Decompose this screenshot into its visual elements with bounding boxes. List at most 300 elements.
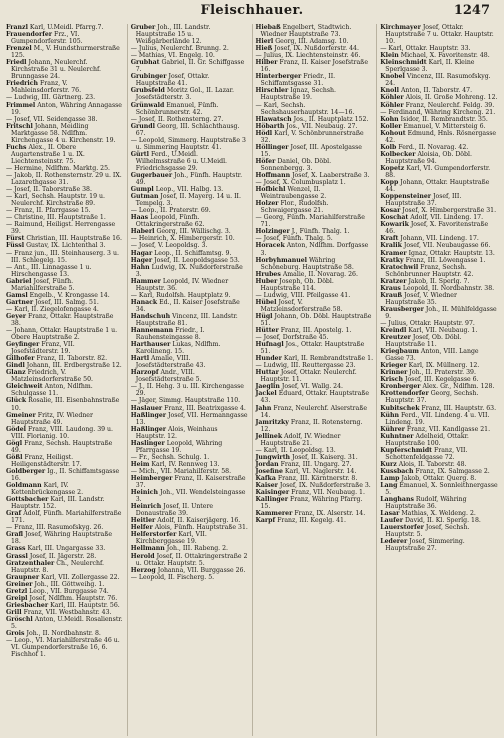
directory-entry — [6, 123, 124, 144]
entry-details: Josef, II. Ottakringerstraße 2 u. Ottakr. Hauptstr. 5. — [135, 552, 248, 567]
directory-entry — [256, 475, 374, 482]
entry-details: Franz, VII. Kandlgasse 21. — [406, 425, 491, 433]
directory-entry — [6, 553, 124, 560]
directory-entry — [256, 186, 374, 200]
directory-entry — [380, 334, 498, 348]
entry-details: Frz., VI. Gumpendorferstr. 105. — [11, 31, 83, 46]
entry-details: Mich., VII. Mariahilferstr. 58. — [138, 467, 232, 475]
entry-separator: — — [255, 214, 264, 222]
entry-surname: Kallinger — [255, 496, 288, 504]
entry-surname: Fuchs — [6, 143, 27, 151]
entry-surname: Haßlinger — [130, 425, 167, 433]
entry-surname: Kralik — [380, 242, 402, 250]
directory-entry — [256, 24, 374, 38]
entry-details: Jakob, II. Rothensternstr. 29 u. IX. Lazarethgasse 31. — [11, 171, 122, 187]
directory-entry — [131, 264, 249, 278]
entry-surname: Kratochwil — [380, 263, 419, 271]
directory-entry — [380, 426, 498, 433]
entry-surname: Goldmann — [6, 482, 42, 490]
entry-details: Amalie, II. Novarag. 26. — [282, 270, 358, 278]
directory-entry — [6, 278, 124, 292]
directory-entry — [380, 24, 498, 45]
directory-entry — [6, 80, 124, 94]
directory-entry — [256, 242, 374, 256]
entry-surname: Lang — [380, 482, 398, 490]
entry-details: Joseph, Ob. Döbl. Hauptstraße 114. — [260, 277, 334, 292]
entry-surname: Friedrich — [6, 80, 39, 88]
entry-details: Ludwig, III. Gärtnerg. 23. — [14, 94, 96, 102]
entry-surname: Kraft — [380, 235, 399, 243]
entry-surname: Fürst — [6, 235, 25, 243]
entry-separator: — — [6, 193, 15, 201]
entry-surname: Helfer — [130, 524, 153, 532]
entry-surname: Helferstorfer — [130, 531, 177, 539]
entry-surname: Kriegbaum — [380, 348, 419, 356]
entry-details: Karl, VI. Gumpendorferstr. 88. — [385, 164, 491, 179]
entry-details: Johann, III. Erdbergstraße 12. — [26, 362, 122, 370]
entry-details: Karl, IV. Kettenbrückengasse 2. — [11, 482, 84, 497]
entry-details: Josef, II. Leopoldsgasse 53. — [154, 256, 240, 264]
entry-details: Ludwig, VIII. Pfeilgasse 41. — [263, 291, 351, 299]
entry-surname: Holzinger — [255, 228, 290, 236]
entry-surname: Hirschler — [255, 87, 289, 95]
entry-surname: Kammerer — [255, 510, 293, 518]
directory-entry — [380, 73, 498, 87]
entry-surname: Kronberger — [380, 383, 421, 391]
entry-surname: Josefine — [255, 467, 283, 475]
directory-entry — [6, 412, 124, 426]
directory-entry — [380, 59, 498, 73]
entry-details: Karl, VII. Zollergasse 22. — [41, 573, 120, 581]
entry-details: Franz, V. Mahleinsdorferstr. 76. — [11, 80, 82, 95]
directory-entry — [256, 116, 374, 123]
directory-entry — [6, 24, 124, 31]
entry-details: Karl, IX. Müllnerg. 12. — [408, 362, 480, 370]
entry-details: Josef, II. Mayerg. 14 u. II. Tempelg. 3. — [135, 193, 241, 208]
entry-surname: Frauendorfer — [6, 31, 53, 39]
directory-entry — [131, 412, 249, 426]
entry-surname: Höllinger — [255, 143, 289, 151]
entry-surname: Lasar — [380, 510, 400, 518]
entry-details: Franz, VII. Schottenfeldgasse 72. — [385, 446, 468, 461]
directory-entry — [6, 637, 124, 658]
entry-details: Wenzel, II. Weintraubengasse 2. — [260, 186, 327, 201]
entry-details: Adolf, IV. Wiedner Hauptstraße 21. — [260, 432, 341, 447]
entry-details: Jakob, Ottakr. Querg. 8. — [401, 475, 477, 482]
directory-entry — [256, 73, 374, 87]
entry-surname: Haas — [130, 214, 149, 222]
entry-surname: Gutman — [130, 193, 159, 201]
entry-surname: Kreindl — [380, 327, 407, 335]
directory-entry — [6, 545, 124, 552]
directory-entry — [256, 341, 374, 355]
entry-separator: — — [130, 573, 139, 581]
entry-details: Karl, II. Ziegelofengasse 4. — [14, 305, 99, 313]
entry-details: Jakob, II. Sperlg. 7. — [408, 277, 470, 285]
entry-surname: Kratky — [380, 256, 404, 264]
directory-entry — [6, 531, 124, 545]
directory-entry — [380, 221, 498, 235]
entry-details: Emanuel, V. Mittersteig 6. — [403, 122, 486, 130]
entry-surname: Gmeiner — [6, 411, 36, 419]
entry-details: Ignaz, Ottakr. Hauptstr. 13. — [408, 249, 495, 257]
entry-details: Karl, Ottakr. Hauptstr. 33. — [388, 45, 471, 53]
entry-details: Jos., VII. Neubaug. 27. — [286, 122, 358, 130]
entry-surname: Kramer — [380, 249, 407, 257]
entry-surname: Hager — [130, 256, 153, 264]
entry-details: Heinrich, X. Himbergerstr. 10. — [138, 235, 235, 243]
entry-details: Vincenz, III. Rasumofskyg. 24. — [385, 73, 491, 88]
entry-separator: — — [380, 45, 389, 53]
entry-details: Josef, Simmering. Hauptstraße 27. — [385, 538, 465, 553]
directory-entry — [131, 341, 249, 355]
entry-separator: — — [255, 334, 264, 342]
directory-entry — [131, 454, 249, 461]
directory-entry — [256, 468, 374, 475]
directory-entry — [6, 59, 124, 80]
directory-entry — [256, 228, 374, 235]
entry-surname: Gottsbacher — [6, 496, 49, 504]
directory-entry — [380, 524, 498, 538]
directory-entry — [256, 38, 374, 45]
directory-entry — [256, 130, 374, 144]
entry-details: Ludwig, IX. Nußdorferstraße 3. — [135, 263, 243, 278]
entry-surname: Gögl — [6, 439, 23, 447]
entry-surname: Kuhntner — [380, 432, 414, 440]
entry-separator: — — [255, 446, 264, 454]
entry-details: Franz, Heiligst. Heiligenstädterstr. 17. — [11, 453, 82, 468]
entry-details: Josef, Ottakr. Hauptstraße 7 u. Ottakr. Hauptstr. 10. — [385, 24, 494, 46]
entry-details: Georg, III. Wällischg. 3. — [156, 228, 231, 236]
entry-details: Ed., II. Kaiser Josefstraße 34. — [135, 298, 240, 313]
entry-details: Andr., VIII. Josefstädterstraße 5. — [135, 369, 202, 384]
entry-details: Franz, Währing Pfarrg. 15. — [260, 496, 363, 511]
directory-entry — [380, 433, 498, 447]
entry-details: Christine, III. Hauptstraße 1. — [14, 214, 106, 222]
entry-surname: Kohout — [380, 129, 406, 137]
entry-surname: Gumpl — [130, 186, 154, 194]
entry-details: Karl, Sechsh. Sechshauserhauptstr. 14—16. — [260, 101, 355, 116]
directory-entry — [6, 454, 124, 468]
entry-details: Josef, IX. Nußdorferstraße 3. — [279, 482, 371, 490]
entry-details: Leopold, II. Fischerg. 5. — [138, 573, 215, 581]
directory-entry — [256, 271, 374, 278]
entry-surname: Gürtl — [130, 150, 150, 158]
directory-entry — [380, 383, 498, 390]
entry-separator: — — [380, 108, 389, 116]
directory-entry — [131, 73, 249, 87]
entry-surname: Haslinger — [130, 439, 165, 447]
entry-surname: Hinterberger — [255, 73, 302, 81]
entry-details: Karl, VII. Neubaug. 1. — [408, 327, 478, 335]
directory-entry — [256, 235, 374, 242]
entry-surname: Gratzenthaler — [6, 559, 55, 567]
directory-entry — [131, 475, 249, 489]
entry-surname: Kohn — [380, 115, 399, 123]
entry-surname: Gamsl — [6, 291, 28, 299]
entry-separator: — — [130, 136, 139, 144]
entry-details: Moritz Gol., II. Lazar. Josefstädterstr. 3. — [135, 87, 234, 102]
entry-separator: — — [6, 524, 15, 532]
entry-surname: Lederer — [380, 538, 408, 546]
entry-details: Franz, III. Apostelg. 1. — [280, 327, 352, 335]
entry-surname: Greipl — [6, 594, 28, 602]
entry-details: Ferd., VII. Lindeng. 4 u. VII. Lindeng. 19. — [385, 411, 490, 426]
entry-details: Ant., III. Linnagasse 1 u. Hirschengasse 13. — [11, 263, 92, 278]
entry-details: Joh., Fünfh. Hauptstr. 49. — [135, 171, 243, 187]
entry-details: Josef, Ottakr. Neulerchf. Hauptstr. 11. — [260, 369, 357, 384]
directory-entry — [6, 299, 124, 306]
entry-surname: Goldberger — [6, 467, 46, 475]
entry-separator: — — [6, 263, 15, 271]
directory-entry — [131, 59, 249, 73]
entry-details: Josef, Ndlfhm. Hauptstr. 76. — [29, 594, 118, 602]
directory-entry — [6, 397, 124, 411]
entry-details: Mathias, VI. Engelg. 10. — [138, 52, 215, 60]
entry-details: Josef, VII. Neubaugasse 66. — [403, 242, 491, 250]
entry-details: Franz, II. Rotensterng. 12. — [260, 418, 363, 433]
entry-details: Franz, II. Kaiserstraße 37. — [135, 475, 246, 490]
entry-surname: Jackel — [255, 390, 277, 398]
entry-details: Franz, VIII. Laudong. 39 u. VIII. Florianig. 10. — [11, 425, 113, 440]
entry-surname: Herzog — [130, 566, 156, 574]
entry-surname: Grubinger — [130, 73, 167, 81]
entry-details: Karl, Rudolfsh. Hauptplatz 9. — [138, 291, 231, 299]
entry-details: Franz, IX. Alserstr. 14. — [294, 510, 366, 518]
directory-entry — [131, 489, 249, 503]
entry-details: Julius, IX. Liechtensteinstr. 46. — [263, 52, 361, 60]
entry-details: Franz, III. Kegelg. 41. — [277, 517, 346, 525]
entry-details: Joh., VII. Wendelsteingasse 3. — [135, 489, 246, 504]
directory-entry — [131, 567, 249, 574]
directory-entry — [256, 179, 374, 186]
entry-separator: — — [255, 291, 264, 299]
directory-entry — [6, 595, 124, 602]
page-title: Fleischhauer. — [200, 3, 304, 18]
entry-details: Johanna, VII. Burggasse 26. — [157, 566, 246, 574]
directory-entry — [6, 327, 124, 341]
directory-entry — [256, 313, 374, 327]
directory-entry — [256, 334, 374, 341]
entry-details: Josef, III. Apostelgasse 15. — [260, 143, 362, 158]
entry-surname: Gartner — [6, 298, 34, 306]
directory-entry — [6, 524, 124, 531]
directory-entry — [256, 59, 374, 73]
directory-entry — [6, 250, 124, 264]
entry-surname: Glanz — [6, 369, 26, 377]
directory-entry — [6, 581, 124, 588]
entry-details: Fr., Sechsh. Schulg. 1. — [138, 453, 210, 461]
entry-separator: — — [255, 362, 264, 370]
entry-details: Joh., II. Praterstr. 39. — [409, 369, 476, 377]
directory-entry — [256, 461, 374, 468]
entry-surname: Krauß — [380, 291, 403, 299]
directory-entry — [6, 560, 124, 574]
directory-entry — [256, 419, 374, 433]
directory-entry — [131, 193, 249, 207]
entry-details: Josef, Sechsh. Hauptstr. 5. — [385, 524, 470, 539]
entry-separator: — — [6, 115, 15, 123]
entry-details: Rudolf, Währing Hauptstraße 36. — [385, 496, 467, 511]
entry-details: Karl, VI. Naglerstr. 14. — [284, 467, 357, 475]
directory-entry — [131, 250, 249, 257]
directory-entry — [6, 369, 124, 383]
entry-details: Karl, Sechsh. Hauptstr. 19 u. Neulerchf. Kirchstraße 89. — [11, 193, 105, 208]
entry-surname: Graupner — [6, 573, 40, 581]
entry-details: Josef, IX. Nußdorferstr. 44. — [274, 45, 359, 53]
entry-surname: Jamritzky — [255, 418, 289, 426]
entry-details: Josef, II. Untere Donaustraße 39. — [135, 503, 214, 518]
entry-surname: Heitler — [130, 517, 156, 525]
directory-entry — [256, 172, 374, 179]
entry-surname: Hütter — [255, 327, 279, 335]
entry-details: Anton, VIII. Lange Gasse 73. — [385, 348, 479, 363]
entry-surname: Klein — [380, 52, 399, 60]
directory-entry — [131, 517, 249, 524]
entry-surname: Hoffmann — [255, 171, 291, 179]
entry-details: Johann, VII. Lindeng. 17. — [400, 235, 479, 243]
entry-details: Anton, Ndlfhm. Dorfgasse 3. — [260, 242, 369, 257]
entry-details: Josef, Dorfstraße 45. — [263, 334, 329, 342]
entry-separator: — — [130, 52, 139, 60]
entry-details: Franz, Neulerchf. Feldg. 39. — [405, 101, 495, 109]
entry-separator: — — [6, 637, 15, 645]
directory-entry — [380, 538, 498, 552]
entry-surname: Grois — [6, 630, 25, 638]
entry-details: Karl, II. Leopoldsg. 13. — [263, 446, 336, 454]
directory-entry — [131, 461, 249, 468]
directory-entry — [6, 31, 124, 45]
entry-details: J., II. Hehg. 3 u. III. Kirchengasse 29. — [135, 383, 244, 398]
entry-surname: Hunder — [255, 355, 282, 363]
entry-surname: Krieger — [380, 362, 407, 370]
entry-separator: — — [255, 235, 264, 243]
entry-details: Emanuel, Fünfh. Schönbrunnerstr. 42. — [135, 101, 219, 116]
directory-entry — [380, 412, 498, 426]
entry-surname: Kosar — [380, 207, 401, 215]
entry-surname: Fritschl — [6, 122, 33, 130]
directory-entry — [380, 292, 498, 306]
directory-entry — [256, 144, 374, 158]
entry-details: Georg, III. Schlachthausg. 67. — [135, 122, 240, 137]
entry-details: Friedrich, V. Matzleinsdorferstraße 50. — [11, 369, 94, 384]
directory-entry — [6, 440, 124, 454]
entry-surname: Gödel — [6, 425, 27, 433]
directory-entry — [256, 433, 374, 447]
entry-surname: Kurz — [380, 460, 397, 468]
directory-entry — [6, 383, 124, 397]
directory-entry — [380, 482, 498, 496]
entry-separator: — — [255, 101, 264, 109]
entry-surname: Huttar — [255, 369, 279, 377]
entry-details: Joh., II. Nordbahnstr. 8. — [26, 630, 101, 638]
entry-surname: Laufer — [380, 517, 403, 525]
entry-surname: Grill — [6, 608, 22, 616]
directory-entry — [6, 102, 124, 116]
entry-surname: Gugerbauer — [130, 171, 173, 179]
entry-details: Adolf, VII. Lindeng. 17. — [410, 214, 484, 222]
entry-details: M., V. Hundsthurmerstraße 125. — [11, 45, 120, 60]
entry-separator: — — [130, 115, 139, 123]
entry-surname: Hilber — [255, 59, 278, 67]
entry-surname: Höfer — [255, 157, 276, 165]
directory-entry — [256, 158, 374, 172]
entry-details: Franz, II. Kaiser Josefstraße 16. — [260, 59, 368, 74]
listing-columns — [3, 24, 501, 736]
entry-details: Ferd., U.Meidl. Wilhelmsstraße 6 u. U.Meidl. Friedrichsgasse 29. — [135, 150, 228, 172]
directory-entry — [380, 87, 498, 94]
entry-separator: — — [6, 221, 15, 229]
directory-entry — [6, 242, 124, 249]
entry-surname: Grass — [6, 545, 26, 553]
listing-column — [377, 24, 501, 736]
entry-details: Franz, VII. Josefstädterstr. 19. — [11, 341, 75, 356]
directory-entry — [256, 454, 374, 461]
directory-entry — [6, 306, 124, 313]
directory-entry — [380, 242, 498, 249]
entry-details: Franz jun., III. Steinhauserg. 3 u. III. Schlegelg. 15. — [11, 249, 119, 264]
entry-surname: Kührer — [380, 425, 405, 433]
entry-details: Hermine, Ndlfhm. Marktg. 25. — [14, 164, 110, 172]
entry-details: Josef, VI. Wallg. 24. — [281, 383, 343, 391]
directory-entry — [6, 193, 124, 207]
entry-surname: Kratzer — [380, 277, 407, 285]
directory-entry — [131, 397, 249, 404]
entry-details: Leopold, Simmerg. Hauptstraße 3 u. Simmering Hauptstr. 41. — [135, 136, 246, 151]
directory-entry — [131, 87, 249, 101]
entry-surname: Koller — [380, 122, 402, 130]
directory-entry — [380, 52, 498, 59]
entry-details: Joh., III. Göttweihg. 1. — [34, 580, 105, 588]
entry-surname: Lamp — [380, 475, 400, 482]
directory-entry — [380, 369, 498, 376]
directory-entry — [6, 482, 124, 496]
entry-surname: Lauerstorfer — [380, 524, 424, 532]
directory-entry — [131, 524, 249, 531]
directory-entry — [256, 327, 374, 334]
entry-surname: Holzer — [255, 200, 279, 208]
entry-surname: Harthauser — [130, 341, 171, 349]
directory-entry — [131, 137, 249, 151]
entry-details: Christian, III. Hauptstraße 16. — [26, 235, 122, 243]
directory-entry — [256, 200, 374, 214]
directory-entry — [6, 94, 124, 101]
entry-surname: Gößl — [6, 453, 23, 461]
entry-surname: Jordan — [255, 460, 279, 468]
entry-surname: Heinich — [130, 489, 158, 497]
entry-surname: Hartl — [130, 355, 150, 363]
entry-details: Karl, III. Hauptstr. 56. — [50, 601, 120, 609]
entry-details: Anton, U.Meidl. Rosalienstr. 5. — [11, 615, 123, 630]
entry-surname: Gindl — [6, 362, 25, 370]
entry-separator: — — [130, 397, 139, 405]
directory-entry — [6, 214, 124, 221]
entry-surname: Gleichweit — [6, 383, 43, 391]
entry-surname: Griesbacher — [6, 601, 49, 609]
entry-details: Gustav, IX. Lichtenthal 3. — [26, 242, 106, 250]
entry-details: Edmund, Hnls. Rösnergasse 42. — [385, 129, 497, 144]
directory-entry — [256, 383, 374, 390]
entry-separator: — — [6, 171, 15, 179]
directory-entry — [380, 264, 498, 278]
entry-surname: Friedl — [6, 59, 27, 67]
entry-details: Julius, Neulerchf. Brunng. 2. — [138, 45, 229, 53]
entry-details: Ig., II. Schiffamtsgasse 16. — [11, 467, 120, 482]
entry-surname: Karpf — [255, 517, 276, 525]
directory-entry — [131, 531, 249, 545]
directory-entry — [131, 440, 249, 454]
entry-details: Jäger, Simmg. Hauptstraße 110. — [138, 397, 241, 405]
